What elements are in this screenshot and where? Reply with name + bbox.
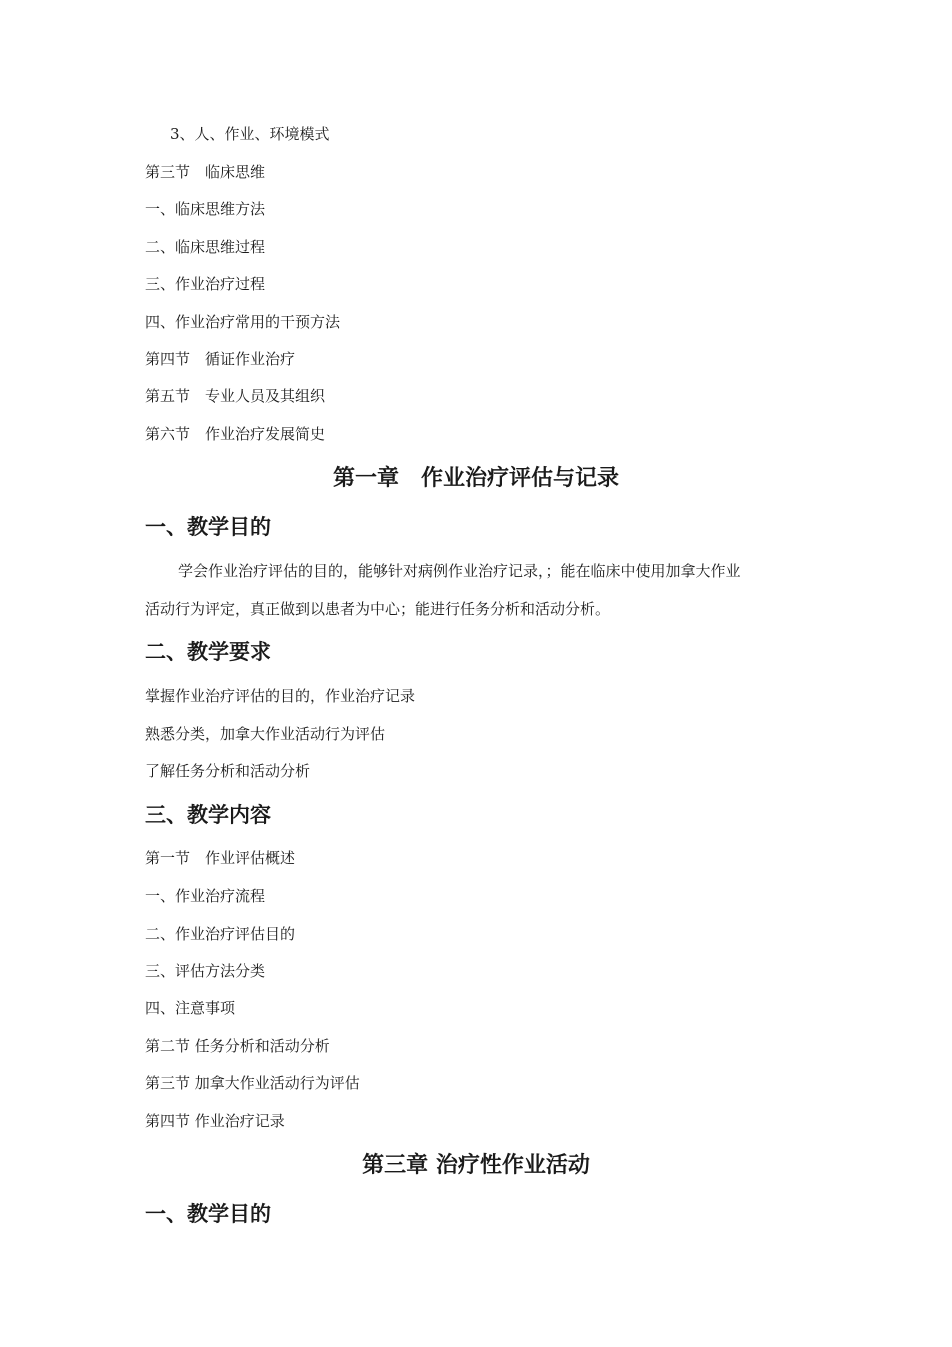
list-item: 第一节 作业评估概述	[145, 849, 296, 867]
chapter-title: 第一章 作业治疗评估与记录	[332, 465, 619, 491]
section-heading: 二、教学要求	[145, 639, 271, 664]
outline-line: 第五节 专业人员及其组织	[145, 387, 326, 405]
outline-line: 三、作业治疗过程	[145, 275, 266, 293]
outline-line: 第四节 循证作业治疗	[145, 350, 296, 368]
paragraph-line: 活动行为评定，真正做到以患者为中心；能进行任务分析和活动分析。	[145, 600, 611, 618]
outline-line: 第六节 作业治疗发展简史	[145, 425, 326, 443]
list-item: 二、作业治疗评估目的	[145, 925, 296, 943]
paragraph-line: 学会作业治疗评估的目的，能够针对病例作业治疗记录，；能在临床中使用加拿大作业	[178, 562, 741, 580]
list-item: 四、注意事项	[145, 999, 236, 1017]
list-item: 一、作业治疗流程	[145, 887, 266, 905]
section-heading: 一、教学目的	[145, 1201, 271, 1226]
outline-line: 第三节 临床思维	[145, 163, 266, 181]
list-item: 第三节 加拿大作业活动行为评估	[145, 1074, 360, 1092]
chapter-title: 第三章 治疗性作业活动	[362, 1152, 590, 1178]
section-heading: 一、教学目的	[145, 514, 271, 539]
outline-line: 3、人、作业、环境模式	[170, 125, 330, 143]
section-heading: 三、教学内容	[145, 802, 271, 827]
list-item: 了解任务分析和活动分析	[145, 762, 311, 780]
list-item: 掌握作业治疗评估的目的，作业治疗记录	[145, 687, 416, 705]
outline-line: 一、临床思维方法	[145, 200, 266, 218]
list-item: 熟悉分类，加拿大作业活动行为评估	[145, 725, 386, 743]
list-item: 第四节 作业治疗记录	[145, 1112, 285, 1130]
list-item: 三、评估方法分类	[145, 962, 266, 980]
list-item: 第二节 任务分析和活动分析	[145, 1037, 330, 1055]
outline-line: 二、临床思维过程	[145, 238, 266, 256]
outline-line: 四、作业治疗常用的干预方法	[145, 313, 341, 331]
